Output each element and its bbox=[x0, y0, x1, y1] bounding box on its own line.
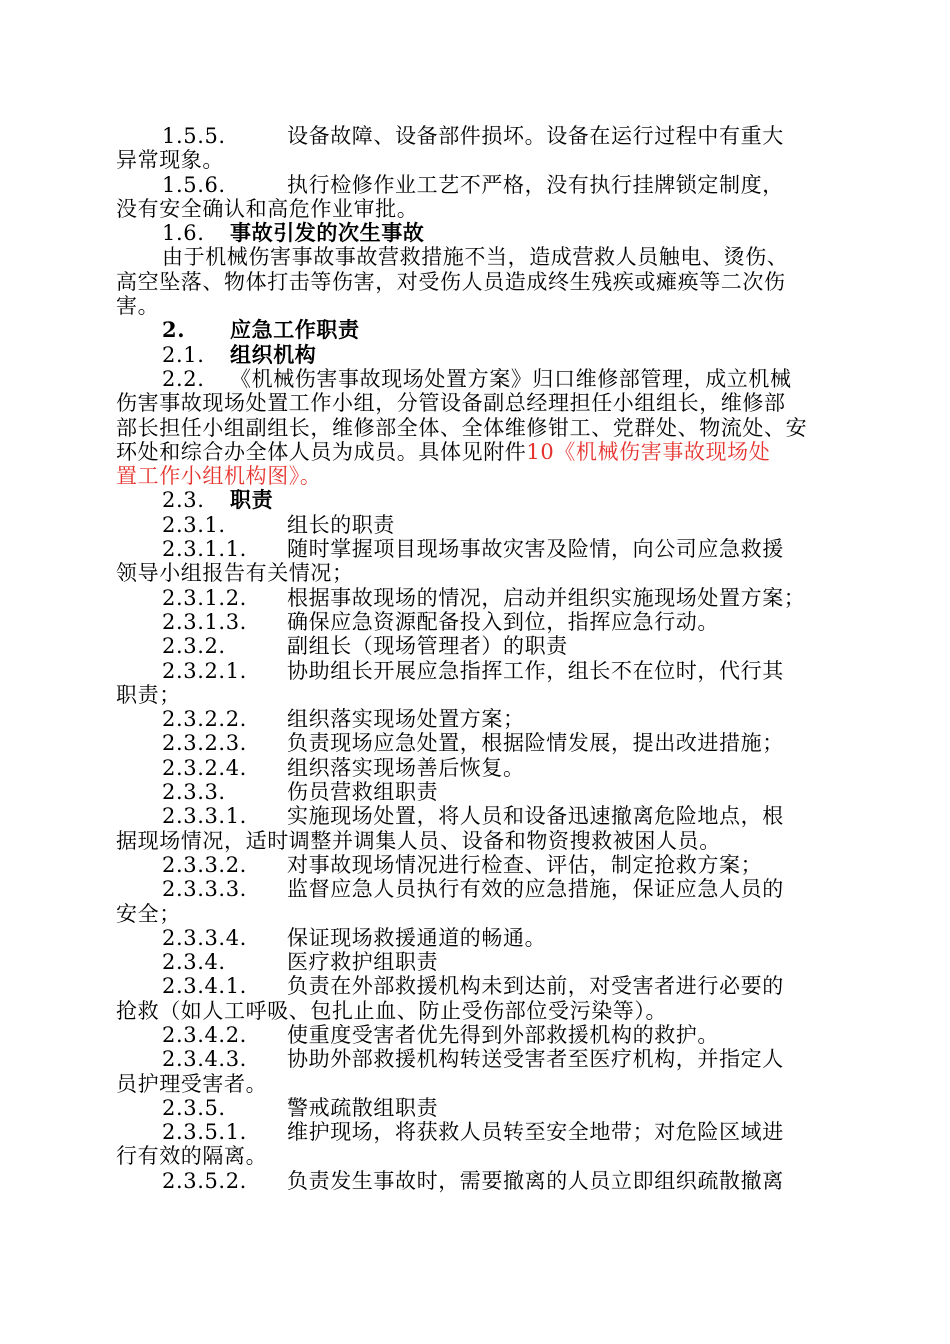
appendix-reference-link[interactable]: 10《机械伤害事故现场处 bbox=[526, 439, 771, 464]
item-2-3-2-4 bbox=[116, 756, 836, 780]
paragraph-text: 对事故现场情况进行检查、评估，制定抢救方案； bbox=[287, 852, 763, 877]
section-number: 2.3.1.3. bbox=[162, 609, 247, 634]
section-number: 2.3.2.2. bbox=[162, 707, 247, 732]
section-number: 2.3.3.3. bbox=[162, 877, 247, 902]
paragraph-2-2-line-4 bbox=[116, 440, 836, 464]
section-number: 2.3.4. bbox=[162, 950, 226, 975]
section-number: 2.3.2.4. bbox=[162, 755, 247, 780]
heading-1-6 bbox=[116, 221, 836, 245]
item-2-3-2-1 bbox=[116, 659, 836, 683]
section-number: 1.5.5. bbox=[162, 124, 226, 148]
section-number: 2.3.2.1. bbox=[162, 658, 247, 683]
paragraph-text: 执行检修作业工艺不严格，没有执行挂牌锁定制度， bbox=[287, 172, 784, 197]
heading-2-3-2 bbox=[116, 634, 836, 658]
heading-title: 组长的职责 bbox=[287, 512, 395, 537]
section-number: 2.3. bbox=[162, 488, 205, 513]
section-number: 2.3.2. bbox=[162, 634, 226, 659]
paragraph-2-2-line-3: 部长担任小组副组长，维修部全体、全体维修钳工、党群处、物流处、安 bbox=[116, 415, 808, 440]
section-number: 2.3.3.1. bbox=[162, 804, 247, 829]
heading-title: 医疗救护组职责 bbox=[287, 950, 439, 975]
section-number: 2.3.1.1. bbox=[162, 537, 247, 562]
paragraph-1-6-line-2: 高空坠落、物体打击等伤害，对受伤人员造成终生残疾或瘫痪等二次伤 bbox=[116, 269, 786, 294]
paragraph-text: 组织落实现场处置方案； bbox=[287, 707, 525, 732]
section-number: 2. bbox=[162, 317, 186, 343]
paragraph-text: 协助组长开展应急指挥工作，组长不在位时，代行其 bbox=[287, 658, 784, 683]
item-2-3-4-2 bbox=[116, 1023, 836, 1047]
section-number: 2.3.2.3. bbox=[162, 731, 247, 756]
heading-title: 职责 bbox=[230, 487, 274, 513]
paragraph-text: 实施现场处置，将人员和设备迅速撤离危险地点，根 bbox=[287, 804, 784, 829]
section-number: 2.3.4.3. bbox=[162, 1047, 247, 1072]
paragraph-text: 监督应急人员执行有效的应急措施，保证应急人员的 bbox=[287, 877, 784, 902]
paragraph-continuation: 异常现象。 bbox=[116, 148, 224, 173]
item-2-3-3-1 bbox=[116, 804, 836, 828]
section-number: 2.1. bbox=[162, 342, 205, 367]
section-number: 2.3.3. bbox=[162, 780, 226, 805]
heading-2-3-4 bbox=[116, 950, 836, 974]
paragraph-text: 组织落实现场善后恢复。 bbox=[287, 755, 525, 780]
heading-2-3 bbox=[116, 488, 836, 512]
paragraph-text: 维护现场，将获救人员转至安全地带；对危险区域进 bbox=[287, 1120, 784, 1145]
item-2-3-3-4 bbox=[116, 926, 836, 950]
paragraph-continuation: 没有安全确认和高危作业审批。 bbox=[116, 196, 419, 221]
paragraph-2-2-line-2: 伤害事故现场处置工作小组，分管设备副总经理担任小组组长，维修部 bbox=[116, 391, 786, 416]
item-2-3-3-3 bbox=[116, 877, 836, 901]
heading-title: 伤员营救组职责 bbox=[287, 780, 439, 805]
section-number: 2.3.5.2. bbox=[162, 1168, 247, 1193]
paragraph-text: 《机械伤害事故现场处置方案》归口维修部管理，成立机械 bbox=[230, 366, 792, 391]
item-2-3-1-3 bbox=[116, 610, 836, 634]
paragraph-continuation: 员护理受害者。 bbox=[116, 1071, 268, 1096]
appendix-reference-link[interactable]: 置工作小组机构图》。 bbox=[116, 464, 322, 489]
paragraph-text: 负责在外部救援机构未到达前，对受害者进行必要的 bbox=[287, 974, 784, 999]
heading-title: 组织机构 bbox=[230, 341, 317, 367]
paragraph-text: 根据事故现场的情况，启动并组织实施现场处置方案； bbox=[287, 585, 806, 610]
paragraph-text: 随时掌握项目现场事故灾害及险情，向公司应急救援 bbox=[287, 537, 784, 562]
section-number: 2.3.1.2. bbox=[162, 585, 247, 610]
item-2-3-1-1 bbox=[116, 537, 836, 561]
paragraph-continuation: 行有效的隔离。 bbox=[116, 1144, 268, 1169]
item-2-3-1-2 bbox=[116, 586, 836, 610]
heading-2-3-1 bbox=[116, 513, 836, 537]
heading-2-3-3 bbox=[116, 780, 836, 804]
paragraph-text: 设备故障、设备部件损坏。设备在运行过程中有重大 bbox=[287, 124, 784, 148]
item-2-3-5-1 bbox=[116, 1120, 836, 1144]
paragraph-text: 环处和综合办全体人员为成员。具体见附件 bbox=[116, 439, 527, 464]
paragraph-1-6-line-3: 害。 bbox=[116, 294, 160, 319]
paragraph-1-5-5 bbox=[116, 124, 836, 148]
item-2-3-4-3 bbox=[116, 1047, 836, 1071]
section-number: 1.5.6. bbox=[162, 172, 226, 197]
paragraph-continuation: 领导小组报告有关情况； bbox=[116, 561, 354, 586]
section-number: 2.3.4.2. bbox=[162, 1022, 247, 1047]
section-number: 2.3.4.1. bbox=[162, 974, 247, 999]
paragraph-text: 确保应急资源配备投入到位，指挥应急行动。 bbox=[287, 609, 719, 634]
heading-2-3-5 bbox=[116, 1096, 836, 1120]
document-page bbox=[116, 124, 836, 1193]
paragraph-1-6-line-1: 由于机械伤害事故事故营救措施不当，造成营救人员触电、烫伤、 bbox=[162, 245, 789, 270]
heading-title: 应急工作职责 bbox=[230, 317, 360, 343]
item-2-3-2-2 bbox=[116, 707, 836, 731]
item-2-3-4-1 bbox=[116, 974, 836, 998]
paragraph-text: 保证现场救援通道的畅通。 bbox=[287, 925, 547, 950]
paragraph-continuation: 据现场情况，适时调整并调集人员、设备和物资搜救被困人员。 bbox=[116, 828, 721, 853]
paragraph-text: 协助外部救援机构转送受害者至医疗机构，并指定人 bbox=[287, 1047, 784, 1072]
paragraph-2-2 bbox=[116, 367, 836, 391]
item-2-3-2-3 bbox=[116, 731, 836, 755]
heading-2-1 bbox=[116, 343, 836, 367]
section-number: 2.3.5. bbox=[162, 1095, 226, 1120]
section-number: 2.3.5.1. bbox=[162, 1120, 247, 1145]
heading-title: 警戒疏散组职责 bbox=[287, 1095, 439, 1120]
heading-2 bbox=[116, 318, 836, 342]
paragraph-continuation: 安全； bbox=[116, 901, 181, 926]
section-number: 2.2. bbox=[162, 366, 205, 391]
paragraph-text: 使重度受害者优先得到外部救援机构的救护。 bbox=[287, 1022, 719, 1047]
paragraph-1-5-6 bbox=[116, 173, 836, 197]
heading-title: 事故引发的次生事故 bbox=[230, 220, 425, 246]
paragraph-continuation: 抢救（如人工呼吸、包扎止血、防止受伤部位受污染等）。 bbox=[116, 998, 668, 1023]
section-number: 2.3.1. bbox=[162, 512, 226, 537]
paragraph-text: 负责发生事故时，需要撤离的人员立即组织疏散撤离 bbox=[287, 1168, 784, 1193]
section-number: 2.3.3.4. bbox=[162, 925, 247, 950]
item-2-3-3-2 bbox=[116, 853, 836, 877]
item-2-3-5-2 bbox=[116, 1169, 836, 1193]
paragraph-continuation: 职责； bbox=[116, 682, 181, 707]
paragraph-text: 负责现场应急处置，根据险情发展，提出改进措施； bbox=[287, 731, 784, 756]
section-number: 1.6. bbox=[162, 221, 205, 246]
heading-title: 副组长（现场管理者）的职责 bbox=[287, 634, 568, 659]
section-number: 2.3.3.2. bbox=[162, 852, 247, 877]
